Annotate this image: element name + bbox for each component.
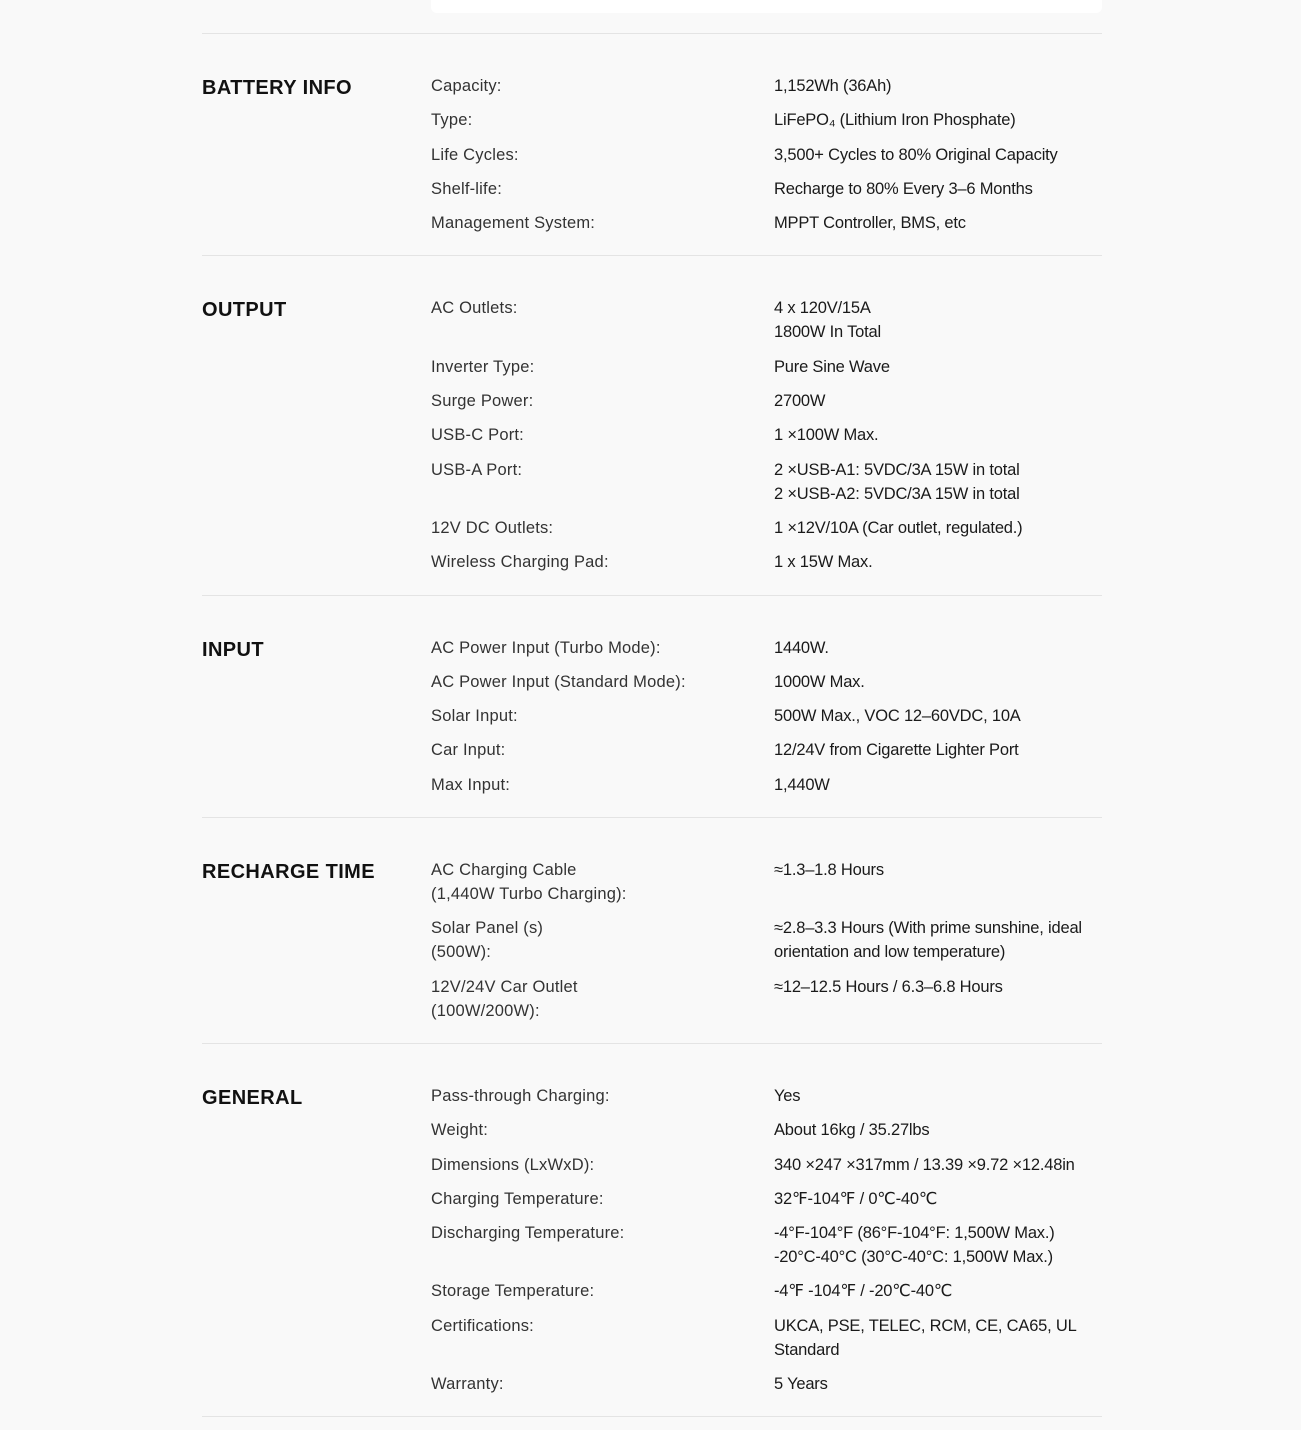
spec-label: Dimensions (LxWxD): (431, 1155, 595, 1174)
spec-row (431, 74, 1102, 108)
spec-rows (431, 858, 1102, 1033)
spec-label: USB-C Port: (431, 426, 524, 445)
spec-label: Type: (431, 111, 473, 130)
spec-value: 1,152Wh (36Ah) (774, 77, 892, 95)
spec-label: Warranty: (431, 1375, 504, 1394)
spec-value: 12/24V from Cigarette Lighter Port (774, 741, 1019, 760)
section-title: INPUT (202, 638, 264, 661)
spec-value: 5 Years (774, 1375, 828, 1394)
spec-value: 4 x 120V/15A 1800W In Total (774, 299, 881, 342)
spec-label: AC Charging Cable (1,440W Turbo Charging): (431, 861, 627, 904)
spec-row (431, 858, 1102, 916)
spec-value: -4℉ -104℉ / -20℃-40℃ (774, 1282, 953, 1301)
spec-row (431, 975, 1102, 1033)
spec-value: -4°F-104°F (86°F-104°F: 1,500W Max.) -20°C-40°C (30°C-40°C: 1,500W Max.) (774, 1224, 1055, 1267)
spec-row (431, 1279, 1102, 1313)
spec-section (202, 1044, 1102, 1417)
spec-value: 2 ×USB-A1: 5VDC/3A 15W in total 2 ×USB-A2: 5VDC/3A 15W in total (774, 460, 1020, 503)
spec-value: 3,500+ Cycles to 80% Original Capacity (774, 145, 1058, 164)
section-title: OUTPUT (202, 299, 287, 322)
spec-row (431, 1372, 1102, 1406)
spec-value: ≈1.3–1.8 Hours (774, 861, 884, 880)
spec-value: Pure Sine Wave (774, 357, 890, 376)
section-title: BATTERY INFO (202, 77, 352, 99)
spec-table (202, 34, 1102, 1417)
spec-section (202, 596, 1102, 818)
spec-label: AC Power Input (Turbo Mode): (431, 638, 661, 657)
section-title: GENERAL (202, 1086, 303, 1109)
spec-rows (431, 636, 1102, 807)
spec-row (431, 1153, 1102, 1187)
spec-rows (431, 296, 1102, 584)
spec-value: 500W Max., VOC 12–60VDC, 10A (774, 707, 1021, 726)
spec-section (202, 818, 1102, 1044)
spec-label: AC Power Input (Standard Mode): (431, 672, 686, 691)
spec-section (202, 34, 1102, 256)
spec-label: Capacity: (431, 77, 502, 95)
spec-row (431, 1314, 1102, 1372)
spec-value: 32℉-104℉ / 0℃-40℃ (774, 1189, 938, 1208)
spec-value: Recharge to 80% Every 3–6 Months (774, 179, 1033, 198)
spec-row (431, 355, 1102, 389)
top-card-edge (431, 0, 1102, 13)
spec-label: Life Cycles: (431, 145, 519, 164)
spec-value: 340 ×247 ×317mm / 13.39 ×9.72 ×12.48in (774, 1155, 1075, 1174)
spec-label: Pass-through Charging: (431, 1086, 610, 1105)
spec-value: 1 ×12V/10A (Car outlet, regulated.) (774, 518, 1023, 537)
spec-label: AC Outlets: (431, 299, 518, 318)
spec-label: Weight: (431, 1121, 489, 1140)
spec-value: 1440W. (774, 638, 829, 657)
spec-row (431, 704, 1102, 738)
spec-rows (431, 74, 1102, 245)
spec-label: Shelf-life: (431, 179, 502, 198)
spec-row (431, 916, 1102, 974)
spec-row (431, 636, 1102, 670)
spec-label: Management System: (431, 214, 596, 233)
spec-rows (431, 1084, 1102, 1406)
spec-row (431, 1118, 1102, 1152)
spec-label: Surge Power: (431, 392, 534, 411)
spec-label: 12V/24V Car Outlet (100W/200W): (431, 977, 578, 1020)
spec-value: LiFePO₄ (Lithium Iron Phosphate) (774, 111, 1016, 130)
spec-label: Discharging Temperature: (431, 1224, 625, 1243)
spec-row (431, 458, 1102, 516)
spec-row (431, 423, 1102, 457)
spec-value: UKCA, PSE, TELEC, RCM, CE, CA65, UL Standard (774, 1316, 1077, 1359)
section-title: RECHARGE TIME (202, 861, 375, 884)
spec-label: Certifications: (431, 1316, 534, 1335)
spec-value: MPPT Controller, BMS, etc (774, 214, 966, 233)
spec-row (431, 211, 1102, 245)
spec-row (431, 143, 1102, 177)
spec-section (202, 256, 1102, 595)
spec-label: Inverter Type: (431, 357, 535, 376)
spec-value: 2700W (774, 392, 826, 411)
spec-row (431, 516, 1102, 550)
spec-value: About 16kg / 35.27lbs (774, 1121, 930, 1140)
spec-value: ≈12–12.5 Hours / 6.3–6.8 Hours (774, 977, 1003, 996)
spec-label: Solar Input: (431, 707, 518, 726)
spec-row (431, 108, 1102, 142)
spec-value: 1 ×100W Max. (774, 426, 879, 445)
spec-value: ≈2.8–3.3 Hours (With prime sunshine, ideal orientation and low temperature) (774, 919, 1082, 962)
spec-label: Wireless Charging Pad: (431, 553, 609, 572)
spec-value: 1 x 15W Max. (774, 553, 873, 572)
spec-row (431, 1187, 1102, 1221)
spec-label: Max Input: (431, 775, 511, 794)
spec-label: 12V DC Outlets: (431, 518, 554, 537)
spec-label: Charging Temperature: (431, 1189, 604, 1208)
spec-row (431, 550, 1102, 584)
spec-row (431, 1084, 1102, 1118)
spec-label: Storage Temperature: (431, 1282, 595, 1301)
spec-label: Solar Panel (s) (500W): (431, 919, 544, 962)
spec-row (431, 389, 1102, 423)
spec-label: USB-A Port: (431, 460, 523, 479)
spec-label: Car Input: (431, 741, 506, 760)
spec-value: Yes (774, 1086, 801, 1105)
spec-row (431, 670, 1102, 704)
spec-value: 1000W Max. (774, 672, 865, 691)
spec-row (431, 773, 1102, 807)
spec-value: 1,440W (774, 775, 830, 794)
spec-row (431, 1221, 1102, 1279)
spec-row (431, 738, 1102, 772)
spec-row (431, 296, 1102, 354)
spec-row (431, 177, 1102, 211)
